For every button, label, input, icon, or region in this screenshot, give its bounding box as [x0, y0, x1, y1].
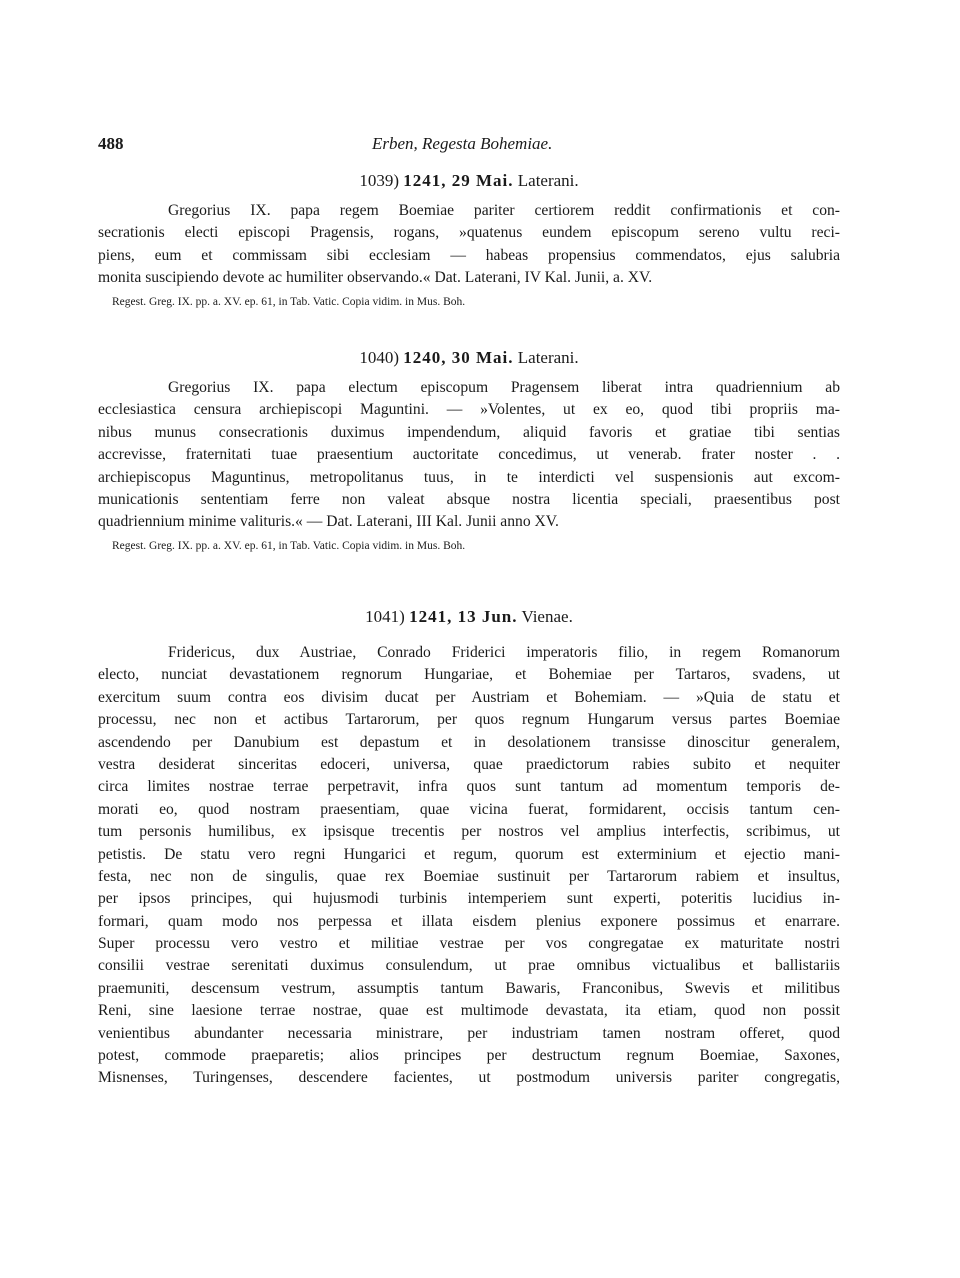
source-reference: Regest. Greg. IX. pp. a. XV. ep. 61, in Tab. Vatic. Copia vidim. in Mus. Boh. [112, 539, 466, 552]
text-line: morati eo, quod nostram praesentiam, quae vicina fuerat, formidarent, occisis tantum cen- [98, 800, 840, 818]
regest-entry [98, 606, 840, 1090]
text-line: Misnenses, Turingenses, descendere facientes, ut postmodum universis pariter congregatis, [98, 1069, 840, 1087]
entry-number: 1039) [359, 171, 399, 190]
entry-date: 1241, 29 Mai. [403, 171, 514, 190]
text-line: festa, nec non de singulis, quae rex Boemiae sustinuit per Tartarorum rabiem et insultus, [98, 867, 840, 885]
entry-number: 1040) [359, 348, 399, 367]
entry-place: Laterani. [517, 171, 579, 190]
text-line: quadriennium minime valituris.« — Dat. Laterani, III Kal. Junii anno XV. [98, 513, 559, 531]
text-line: exercitum suum contra eos divisim ducat per Austriam et Bohemiam. — »Quia de statu et [98, 688, 840, 706]
text-line: ascendendo per Danubium est depastum et in desolationem transisse dinoscitur generalem, [98, 733, 840, 751]
regest-entry [98, 347, 840, 554]
page-number: 488 [98, 134, 124, 153]
entry-place: Laterani. [517, 348, 579, 367]
text-line: ecclesiastica censura archiepiscopi Maguntini. — »Volentes, ut ex eo, quod tibi propriis ma- [98, 401, 840, 419]
text-line: municationis sententiam ferre non valeat absque nostra licentia speciali, praesentibus post [98, 490, 840, 508]
text-line: electo, nunciat devastationem regnorum Hungariae, et Bohemiae per Tartaros, svadens, ut [98, 666, 840, 684]
regest-entry [98, 170, 840, 310]
text-line: formari, quam modo nos perpessa et illata eisdem plenius exponere possimus et enarrare. [98, 912, 840, 930]
text-line: vestra desiderat sinceritas edoceri, universa, quae praedictorum rabies subito et nequiter [98, 755, 840, 773]
text-line: Reni, sine laesione terrae nostrae, quae est multimode devastata, ita etiam, quod non possit [98, 1002, 840, 1020]
text-line: praemuniti, descensum vestrum, assumptis tantum Bawaris, Franconibus, Swevis et militibus [98, 979, 840, 997]
text-line: secrationis electi episcopi Pragensis, rogans, »quatenus eundem episcopum sereno vultu reci- [98, 224, 840, 242]
entry-date: 1240, 30 Mai. [403, 348, 514, 367]
text-line: Gregorius IX. papa regem Boemiae pariter certiorem reddit confirmationis et con- [168, 202, 840, 219]
text-line: processu, nec non et actibus Tartarorum, per quos regnum Hungarum versus partes Boemiae [98, 711, 840, 729]
text-line: Super processu vero vestro et militiae vestrae per vos congregatae ex maturitate nostri [98, 935, 840, 953]
source-reference: Regest. Greg. IX. pp. a. XV. ep. 61, in Tab. Vatic. Copia vidim. in Mus. Boh. [112, 295, 466, 308]
text-line: circa limites nostrae terrae perpetravit, infra quos sunt tantum ad momentum temporis de- [98, 778, 840, 796]
entry-text [98, 200, 840, 290]
text-line: consilii vestrae serenitati duximus consulendum, ut prae omnibus victualibus et ballistariis [98, 957, 840, 975]
text-line: nibus munus consecrationis duximus impendendum, aliquid favoris et gratiae tibi sentias [98, 423, 840, 441]
entry-text [98, 377, 840, 534]
entry-heading [98, 170, 840, 192]
text-line: Gregorius IX. papa electum episcopum Pragensem liberat intra quadriennium ab [168, 379, 840, 396]
entry-heading [98, 347, 840, 369]
page-header [98, 134, 838, 158]
text-line: petistis. De statu vero regni Hungarici et regum, quorum est exterminium et ejectio mani- [98, 845, 840, 863]
entry-heading [98, 606, 840, 628]
running-title: Erben, Regesta Bohemiae. [372, 134, 553, 153]
entry-number: 1041) [365, 607, 405, 626]
text-line: piens, eum et commissam sibi ecclesiam — habeas propensius commendatos, ejus salubria [98, 246, 840, 264]
text-line: venientibus abundanter necessaria ministrare, per industriam tamen nostram offeret, quod [98, 1024, 840, 1042]
text-line: tum personis humilibus, ex ipsisque trecentis per nostros vel amplius interfectis, scribimus, ut [98, 823, 840, 841]
text-line: potest, commode praeparetis; alios principes per destructum regnum Boemiae, Saxones, [98, 1047, 840, 1065]
text-line: Fridericus, dux Austriae, Conrado Friderici imperatoris filio, in regem Romanorum [168, 644, 840, 661]
entry-date: 1241, 13 Jun. [409, 607, 518, 626]
text-line: monita suscipiendo devote ac humiliter observando.« Dat. Laterani, IV Kal. Junii, a. XV. [98, 269, 653, 287]
text-line: accrevisse, fraternitati tuae praesentium auctoritate concedimus, ut venerab. frater noster . . [98, 446, 840, 464]
entry-place: Vienae. [521, 607, 573, 626]
text-line: archiepiscopus Maguntinus, metropolitanus tuus, in te interdicti vel suspensionis aut excom- [98, 468, 840, 486]
text-line: per ipsos principes, qui hujusmodi turbinis intemperiem sunt experti, poteritis lucidius in- [98, 890, 840, 908]
entry-text [98, 642, 840, 1090]
